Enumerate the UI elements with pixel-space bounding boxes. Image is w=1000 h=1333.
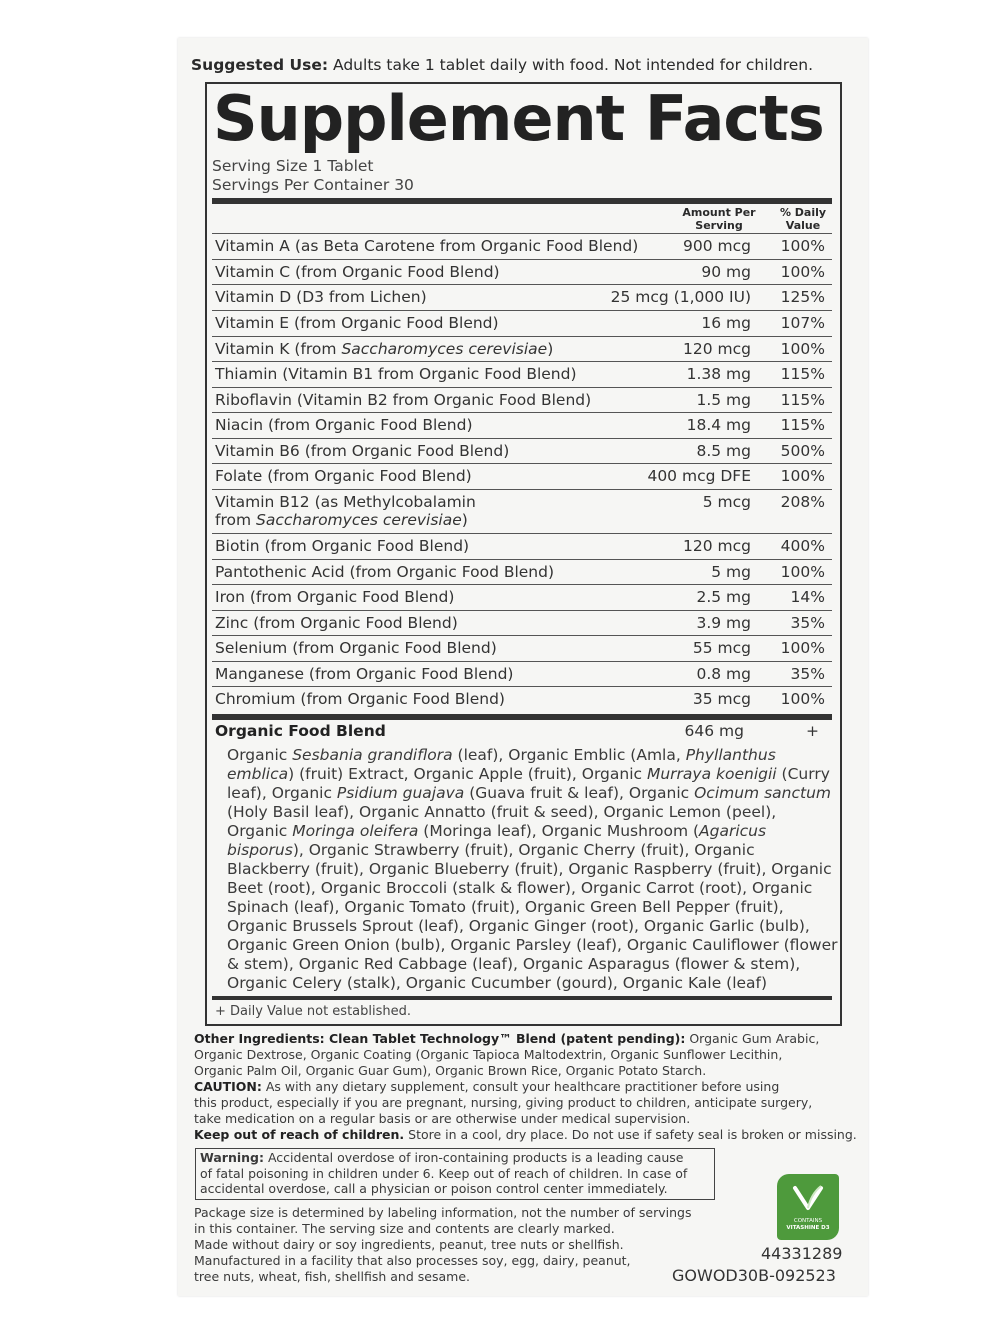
nutrient-row [212,259,832,284]
thick-rule-blend [212,714,832,720]
warning-label: Warning: [200,1150,264,1165]
nutrient-name: Vitamin D (D3 from Lichen) [215,288,427,306]
servings-per-container: Servings Per Container 30 [212,176,414,194]
nutrient-name: Riboflavin (Vitamin B2 from Organic Food Blend) [215,391,592,409]
nutrient-amount: 120 mcg [683,340,751,358]
nutrient-row [212,533,832,559]
nutrient-name: Zinc (from Organic Food Blend) [215,614,458,632]
nutrient-amount: 0.8 mg [696,665,751,683]
nutrient-amount: 35 mcg [692,690,751,708]
nutrient-name: Vitamin A (as Beta Carotene from Organic Food Blend) [215,237,639,255]
nutrient-name: Niacin (from Organic Food Blend) [215,416,473,434]
suggested-use [191,56,851,74]
nutrient-daily-value: 107% [780,314,825,332]
blend-ingredients: Organic Sesbania grandiflora (leaf), Organic Emblic (Amla, Phyllanthus emblica) (fruit) Extract, Organic Apple (fruit), Organic Murraya koenigii (Curry leaf), Organic Psidium guajava (Guava fruit & leaf), Organic Ocimum sanctum (Holy Basil leaf), Organic Annatto (fruit & seed), Organic Lemon (peel), Organic Moringa oleifera (Moringa leaf), Organic Mushroom (Agaricus bisporus), Organic Strawberry (fruit), Organic Cherry (fruit), Organic Blackberry (fruit), Organic Blueberry (fruit), Organic Raspberry (fruit), Organic Beet (root), Organic Broccoli (stalk & flower), Organic Carrot (root), Organic Spinach (leaf), Organic Tomato (fruit), Organic Green Bell Pepper (fruit), Organic Brussels Sprout (leaf), Organic Ginger (root), Organic Garlic (bulb), Organic Green Onion (bulb), Organic Parsley (leaf), Organic Cauliflower (flower & stem), Organic Red Cabbage (leaf), Organic Asparagus (flower & stem), Organic Celery (stalk), Organic Cucumber (gourd), Organic Kale (leaf) [227,746,838,992]
nutrient-name: Chromium (from Organic Food Blend) [215,690,505,708]
nutrient-daily-value: 100% [780,263,825,281]
iron-warning-box: Warning: Accidental overdose of iron-containing products is a leading cause of fatal poisoning in children under 6. Keep out of reach of children. In case of accidental overdose, call a physician or poison control center immediately. [195,1148,715,1200]
blend-amount: 646 mg [684,722,744,740]
nutrient-name: Pantothenic Acid (from Organic Food Blend) [215,563,555,581]
vitashine-d3-badge: CONTAINS VITASHINE D3 [777,1174,839,1240]
suggested-use-label: Suggested Use: [191,56,329,74]
nutrient-name: Vitamin B6 (from Organic Food Blend) [215,442,510,460]
nutrient-row [212,635,832,661]
nutrient-row [212,610,832,635]
nutrient-amount: 120 mcg [683,537,751,555]
nutrient-amount: 400 mcg DFE [647,467,751,485]
header-daily-value: % Daily Value [779,206,827,232]
lot-code: GOWOD30B-092523 [672,1266,836,1285]
nutrient-amount: 3.9 mg [696,614,751,632]
nutrient-amount: 90 mg [701,263,751,281]
nutrient-daily-value: 100% [780,690,825,708]
nutrient-amount: 2.5 mg [696,588,751,606]
nutrient-daily-value: 125% [780,288,825,306]
other-ingredients-section: Other Ingredients: Clean Tablet Technology™ Blend (patent pending): Organic Gum Arabic, Organic Dextrose, Organic Coating (Organic Tapioca Maltodextrin, Organic Sunflower Lecithin, Organic Palm Oil, Organic Guar Gum), Organic Brown Rice, Organic Potato Starch. CAUTION: As with any dietary supplement, consult your healthcare practitioner before using this product, especially if you are pregnant, nursing, giving product to children, anticipate surgery, take medication on a regular basis or are otherwise under medical supervision. Keep out of reach of children. Store in a cool, dry place. Do not use if safety seal is broken or missing. [194,1031,857,1142]
blend-name: Organic Food Blend [215,722,386,740]
nutrient-daily-value: 115% [780,416,825,434]
nutrient-row [212,559,832,584]
nutrient-daily-value: 115% [780,391,825,409]
nutrient-name: Iron (from Organic Food Blend) [215,588,455,606]
nutrient-row [212,489,832,533]
nutrient-amount: 55 mcg [692,639,751,657]
package-notes: Package size is determined by labeling information, not the number of servings in this container. The serving size and contents are clearly marked. Made without dairy or soy ingredients, peanut, tree nuts or shellfish. Manufactured in a facility that also processes soy, egg, dairy, peanut, tree nuts, wheat, fish, shellfish and sesame. [194,1205,692,1284]
nutrient-daily-value: 208% [780,493,825,511]
nutrient-daily-value: 100% [780,639,825,657]
other-ingredients-label: Other Ingredients: Clean Tablet Technology™ Blend (patent pending): [194,1031,686,1046]
nutrient-name: Vitamin K (from Saccharomyces cerevisiae) [215,340,554,358]
product-code: 44331289 [761,1244,843,1263]
blend-daily-value: + [806,722,819,740]
suggested-use-text: Adults take 1 tablet daily with food. Not intended for children. [333,56,814,74]
nutrient-row [212,336,832,361]
nutrient-row [212,584,832,610]
caution: CAUTION: As with any dietary supplement, consult your healthcare practitioner before using [194,1079,780,1094]
thick-rule-top [212,198,832,204]
nutrient-amount: 5 mcg [702,493,751,511]
nutrient-name: Manganese (from Organic Food Blend) [215,665,514,683]
nutrient-row [212,686,832,714]
nutrient-amount: 8.5 mg [696,442,751,460]
nutrient-daily-value: 100% [780,237,825,255]
nutrient-name: Vitamin C (from Organic Food Blend) [215,263,500,281]
nutrient-row [212,233,832,259]
supplement-facts-box [205,82,842,1026]
facts-title: Supplement Facts [213,82,824,155]
keep-out-of-reach: Keep out of reach of children. Store in a cool, dry place. Do not use if safety seal is broken or missing. [194,1127,857,1142]
nutrient-row [212,387,832,412]
nutrient-name: Folate (from Organic Food Blend) [215,467,472,485]
nutrient-name: Biotin (from Organic Food Blend) [215,537,470,555]
nutrient-amount: 5 mg [711,563,751,581]
thick-rule-bottom [212,996,832,1000]
caution-label: CAUTION: [194,1079,262,1094]
nutrient-daily-value: 100% [780,467,825,485]
nutrient-row [212,661,832,686]
nutrient-name: Vitamin E (from Organic Food Blend) [215,314,499,332]
nutrient-name: Vitamin B12 (as Methylcobalamin from Saccharomyces cerevisiae) [215,493,476,529]
serving-size: Serving Size 1 Tablet [212,157,374,175]
nutrient-amount: 1.38 mg [686,365,751,383]
nutrient-name: Thiamin (Vitamin B1 from Organic Food Blend) [215,365,577,383]
daily-value-note: + Daily Value not established. [215,1004,412,1019]
nutrient-row [212,361,832,387]
nutrient-daily-value: 500% [780,442,825,460]
nutrient-amount: 900 mcg [683,237,751,255]
nutrient-amount: 25 mcg (1,000 IU) [610,288,751,306]
nutrient-row [212,463,832,489]
header-amount-per-serving: Amount Per Serving [682,206,756,232]
nutrient-daily-value: 100% [780,340,825,358]
nutrient-daily-value: 35% [790,665,825,683]
nutrient-daily-value: 115% [780,365,825,383]
nutrient-row [212,438,832,463]
nutrient-amount: 1.5 mg [696,391,751,409]
nutrient-daily-value: 35% [790,614,825,632]
nutrient-row [212,284,832,310]
nutrient-daily-value: 14% [790,588,825,606]
nutrient-daily-value: 400% [780,537,825,555]
nutrient-row [212,310,832,336]
nutrient-name: Selenium (from Organic Food Blend) [215,639,497,657]
nutrient-amount: 18.4 mg [686,416,751,434]
nutrient-daily-value: 100% [780,563,825,581]
nutrient-amount: 16 mg [701,314,751,332]
nutrient-row [212,412,832,438]
checkmark-leaf-icon [777,1174,839,1218]
